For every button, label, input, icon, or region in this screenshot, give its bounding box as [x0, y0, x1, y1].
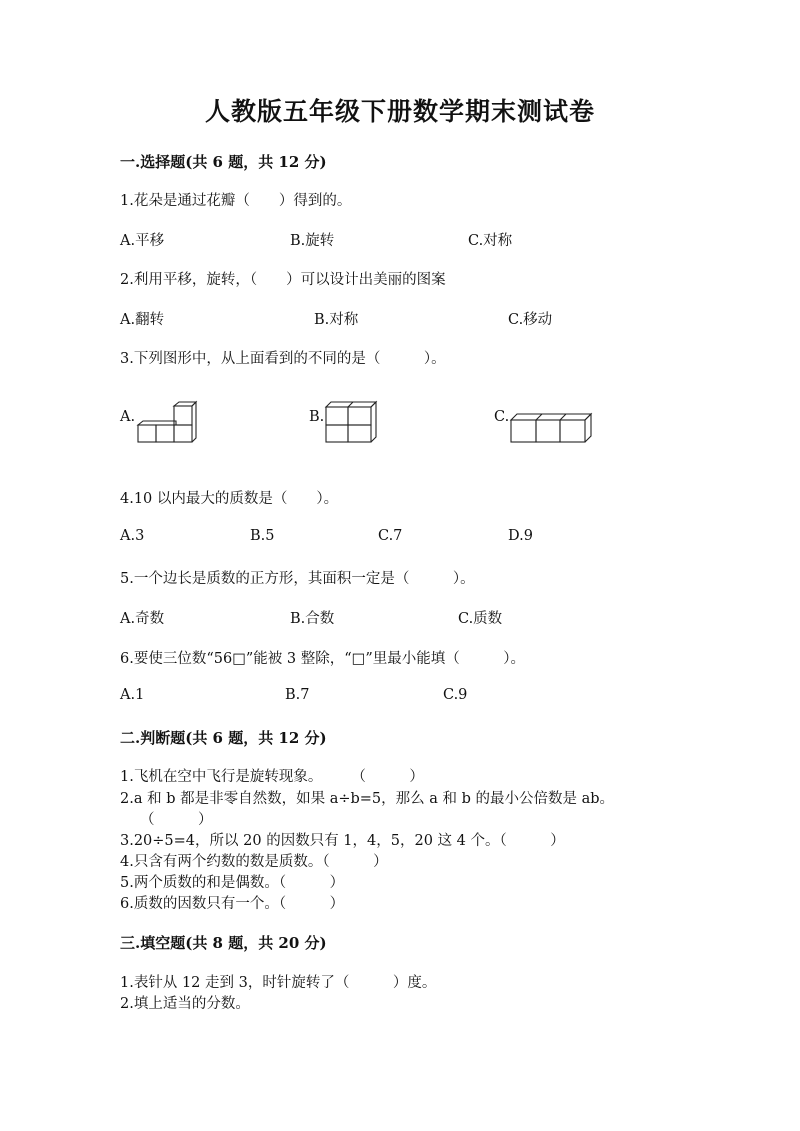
- q2-option-a: A.翻转: [120, 312, 165, 328]
- q1-option-b: B.旋转: [290, 233, 335, 249]
- section-heading-choice: 一.选择题(共 6 题，共 12 分): [120, 153, 327, 171]
- question-5: 5.一个边长是质数的正方形，其面积一定是（ ）。: [120, 571, 475, 587]
- tf-item-1: 1.飞机在空中飞行是旋转现象。 （ ）: [120, 769, 424, 785]
- figure-option-b-cubes: [326, 402, 386, 447]
- question-6: 6.要使三位数“56□”能被 3 整除，“□”里最小能填（ ）。: [120, 651, 526, 667]
- section-heading-true-false: 二.判断题(共 6 题，共 12 分): [120, 729, 327, 747]
- page-title: 人教版五年级下册数学期末测试卷: [204, 97, 595, 126]
- q6-option-a: A.1: [120, 687, 145, 703]
- q6-option-c: C.9: [443, 687, 468, 703]
- question-1: 1.花朵是通过花瓣（ ）得到的。: [120, 193, 352, 209]
- section-heading-fill-blank: 三.填空题(共 8 题，共 20 分): [120, 934, 327, 952]
- fill-item-1: 1.表针从 12 走到 3，时针旋转了（ ）度。: [120, 975, 437, 991]
- q3-option-c-label: C.: [494, 409, 510, 425]
- question-2: 2.利用平移，旋转，（ ）可以设计出美丽的图案: [120, 272, 446, 288]
- question-3: 3.下列图形中，从上面看到的不同的是（ ）。: [120, 351, 446, 367]
- tf-item-2-blank: （ ）: [140, 812, 213, 828]
- tf-item-6: 6.质数的因数只有一个。（ ）: [120, 896, 345, 912]
- q4-option-b: B.5: [250, 528, 275, 544]
- q4-option-d: D.9: [508, 528, 533, 544]
- q4-option-a: A.3: [120, 528, 145, 544]
- figure-option-a-cubes: [138, 402, 198, 447]
- tf-item-2: 2.a 和 b 都是非零自然数，如果 a÷b=5，那么 a 和 b 的最小公倍数是 ab。: [120, 791, 615, 807]
- q1-option-a: A.平移: [120, 233, 165, 249]
- tf-item-5: 5.两个质数的和是偶数。（ ）: [120, 875, 345, 891]
- fill-item-2: 2.填上适当的分数。: [120, 996, 250, 1012]
- q3-option-a-label: A.: [120, 409, 136, 425]
- q2-option-c: C.移动: [508, 312, 553, 328]
- q2-option-b: B.对称: [314, 312, 359, 328]
- q6-option-b: B.7: [285, 687, 310, 703]
- q1-option-c: C.对称: [468, 233, 513, 249]
- q5-option-c: C.质数: [458, 611, 503, 627]
- tf-item-4: 4.只含有两个约数的数是质数。（ ）: [120, 854, 388, 870]
- figure-option-c-cubes: [511, 414, 595, 446]
- q4-option-c: C.7: [378, 528, 403, 544]
- q5-option-b: B.合数: [290, 611, 335, 627]
- q3-option-b-label: B.: [309, 409, 325, 425]
- tf-item-3: 3.20÷5=4，所以 20 的因数只有 1，4，5，20 这 4 个。（ ）: [120, 833, 565, 849]
- q5-option-a: A.奇数: [120, 611, 165, 627]
- question-4: 4.10 以内最大的质数是（ ）。: [120, 491, 339, 507]
